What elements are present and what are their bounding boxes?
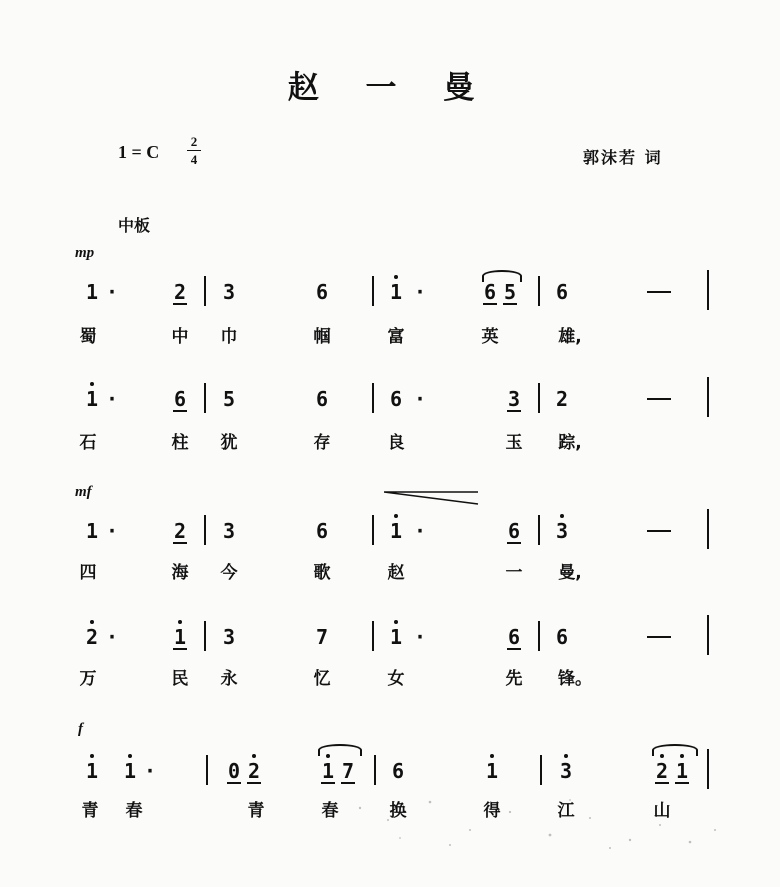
note: 2 [170, 520, 190, 542]
note: 3 [552, 520, 572, 542]
lyric: 青 [81, 801, 99, 821]
note: 6 [170, 388, 190, 410]
lyric: 今 [220, 563, 238, 583]
extension-dash [647, 398, 671, 400]
note: 3 [504, 388, 524, 410]
lyric: 巾 [220, 327, 238, 347]
note: 1 [386, 520, 406, 542]
note: 3 [556, 760, 576, 782]
barline [372, 276, 374, 306]
extension-dash [647, 530, 671, 532]
barline [204, 515, 206, 545]
note: 1 [482, 760, 502, 782]
augmentation-dot: · [105, 625, 119, 649]
lyric: 春 [125, 801, 143, 821]
note: 6 [504, 520, 524, 542]
lyric: 帼 [313, 327, 331, 347]
barline [204, 621, 206, 651]
tempo-marking: 中板 [118, 216, 151, 235]
barline [538, 383, 540, 413]
note: 1 [85, 519, 99, 543]
note: 7 [315, 625, 329, 649]
note: 1 [85, 280, 99, 304]
lyric: 英 [481, 327, 499, 347]
note: 0 [224, 760, 244, 782]
lyric: 春 [321, 801, 339, 821]
note: 2 [170, 281, 190, 303]
extension-dash [647, 636, 671, 638]
augmentation-dot: · [143, 759, 157, 783]
lyric: 女 [387, 669, 405, 689]
barline [372, 621, 374, 651]
slur [318, 744, 362, 756]
barline [206, 755, 208, 785]
lyric: 存 [313, 433, 331, 453]
barline [707, 749, 709, 789]
lyric: 一 [505, 563, 523, 583]
note: 6 [555, 625, 569, 649]
lyric: 得 [483, 801, 501, 821]
note: 3 [222, 519, 236, 543]
augmentation-dot: · [413, 519, 427, 543]
note: 6 [391, 759, 405, 783]
augmentation-dot: · [413, 280, 427, 304]
lyric: 中 [171, 327, 189, 347]
lyric: 蜀 [79, 327, 97, 347]
barline [707, 270, 709, 310]
note: 1 [170, 626, 190, 648]
barline [538, 276, 540, 306]
barline [372, 383, 374, 413]
barline [707, 509, 709, 549]
lyric: 山 [653, 801, 671, 821]
barline [372, 515, 374, 545]
lyric: 曼, [558, 563, 582, 583]
lyric: 柱 [171, 433, 189, 453]
lyric: 换 [389, 801, 407, 821]
note: 1 [120, 760, 140, 782]
lyric: 民 [171, 669, 189, 689]
barline [204, 276, 206, 306]
lyricist-credit: 郭沫若 词 [583, 148, 663, 167]
barline [707, 377, 709, 417]
extension-dash [647, 291, 671, 293]
key-signature: 1 = C [118, 142, 160, 162]
dynamic-line-5: f [78, 721, 83, 737]
barline [374, 755, 376, 785]
note: 1 [82, 760, 102, 782]
lyric: 踪, [558, 433, 582, 453]
barline [707, 615, 709, 655]
lyric: 良 [387, 433, 405, 453]
lyric: 玉 [505, 433, 523, 453]
augmentation-dot: · [413, 625, 427, 649]
note: 2 [555, 387, 569, 411]
barline [538, 621, 540, 651]
slur [652, 744, 698, 756]
augmentation-dot: · [413, 387, 427, 411]
note: 3 [222, 625, 236, 649]
augmentation-dot: · [105, 280, 119, 304]
barline [540, 755, 542, 785]
note: 6 [555, 280, 569, 304]
note: 1 [318, 760, 338, 782]
note: 6 [315, 519, 329, 543]
lyric: 赵 [387, 563, 405, 583]
lyric: 锋。 [558, 669, 592, 689]
lyric: 永 [220, 669, 238, 689]
note: 2 [244, 760, 264, 782]
note: 3 [222, 280, 236, 304]
time-signature-top: 2 [190, 134, 198, 149]
lyric: 江 [557, 801, 575, 821]
note: 2 [652, 760, 672, 782]
lyric: 富 [387, 327, 405, 347]
lyric: 犹 [220, 433, 238, 453]
note: 5 [222, 387, 236, 411]
crescendo-wedge [384, 490, 480, 506]
lyric: 海 [171, 563, 189, 583]
time-signature-bottom: 4 [187, 150, 201, 168]
note: 1 [82, 388, 102, 410]
dynamic-line-1: mp [75, 245, 95, 261]
note: 1 [386, 281, 406, 303]
note: 7 [338, 760, 358, 782]
time-signature [187, 133, 201, 168]
note: 5 [500, 281, 520, 303]
note: 2 [82, 626, 102, 648]
lyric: 石 [79, 433, 97, 453]
augmentation-dot: · [105, 387, 119, 411]
lyric: 雄, [558, 327, 582, 347]
lyric: 四 [79, 563, 97, 583]
augmentation-dot: · [105, 519, 119, 543]
note: 6 [389, 387, 403, 411]
note: 6 [315, 387, 329, 411]
barline [538, 515, 540, 545]
lyric: 忆 [313, 669, 331, 689]
note: 6 [315, 280, 329, 304]
note: 1 [672, 760, 692, 782]
scan-noise [340, 790, 740, 850]
lyric: 先 [505, 669, 523, 689]
dynamic-line-3: mf [75, 484, 92, 500]
note: 6 [504, 626, 524, 648]
lyric: 青 [247, 801, 265, 821]
song-title: 赵 一 曼 [287, 70, 493, 106]
lyric: 万 [79, 669, 97, 689]
note: 6 [480, 281, 500, 303]
lyric: 歌 [313, 563, 331, 583]
note: 1 [386, 626, 406, 648]
barline [204, 383, 206, 413]
